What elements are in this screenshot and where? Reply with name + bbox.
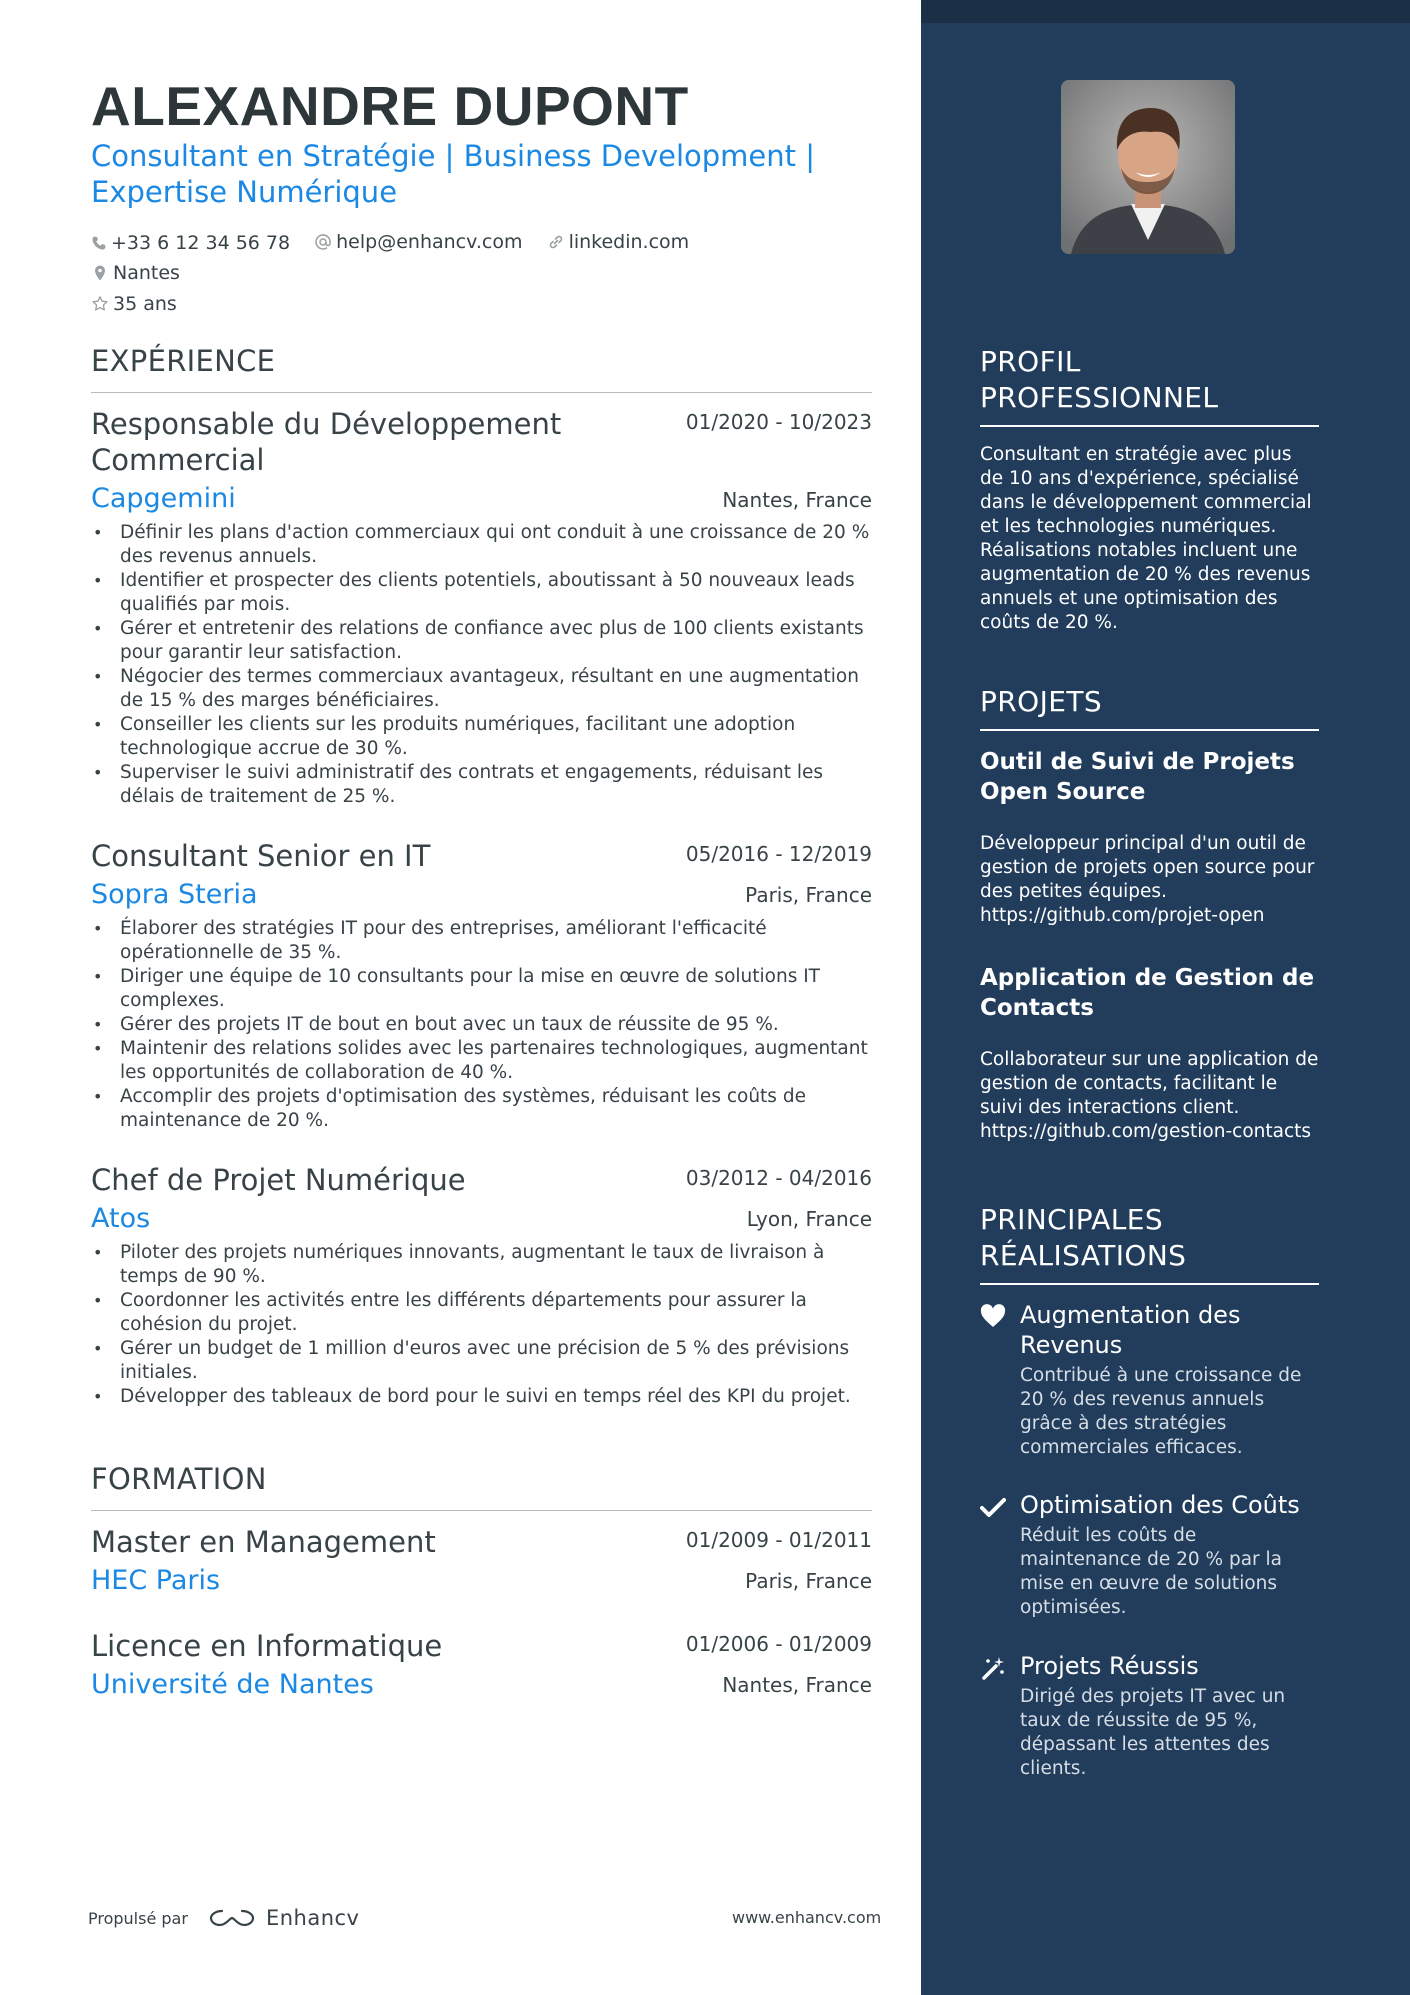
job-dates: 05/2016 - 12/2019 <box>685 842 872 866</box>
job-dates: 01/2020 - 10/2023 <box>685 410 872 434</box>
enhancv-logo-icon <box>208 1905 256 1931</box>
job-bullets <box>91 521 872 809</box>
list-item: • Développer des tableaux de bord pour le suivi en temps réel des KPI du projet. <box>91 1385 872 1409</box>
list-item: • Superviser le suivi administratif des contrats et engagements, réduisant les délais de traitement de 25 %. <box>91 761 872 809</box>
achievement-item <box>980 1300 1319 1460</box>
experience-heading: EXPÉRIENCE <box>91 344 872 378</box>
sidebar-top-bar <box>921 0 1410 23</box>
achievement-item <box>980 1651 1319 1781</box>
list-item: • Définir les plans d'action commerciaux qui ont conduit à une croissance de 20 % des revenus annuels. <box>91 521 872 569</box>
experience-entry <box>91 406 872 809</box>
list-item: • Élaborer des stratégies IT pour des entreprises, améliorant l'efficacité opérationnelle de 35 %. <box>91 917 872 965</box>
footer-branding <box>88 1905 359 1931</box>
achievement-description: Réduit les coûts de maintenance de 20 % par la mise en œuvre de solutions optimisées. <box>1020 1525 1283 1618</box>
location-pin-icon <box>91 264 109 282</box>
linkedin-text: linkedin.com <box>568 231 690 253</box>
company-name[interactable]: Sopra Steria <box>91 879 258 910</box>
check-icon <box>980 1494 1006 1520</box>
project-link[interactable]: https://github.com/projet-open <box>980 905 1265 926</box>
achievements-heading: PRINCIPALES RÉALISATIONS <box>980 1202 1319 1274</box>
job-location: Lyon, France <box>746 1207 872 1231</box>
achievement-title: Projets Réussis <box>1020 1652 1199 1680</box>
company-name[interactable]: Capgemini <box>91 483 236 514</box>
job-bullets <box>91 1241 872 1409</box>
list-item: • Diriger une équipe de 10 consultants pour la mise en œuvre de solutions IT complexes. <box>91 965 872 1013</box>
project-description: Collaborateur sur une application de gestion de contacts, facilitant le suivi des interactions client. https://github.com/gestion-contacts <box>980 1049 1319 1142</box>
list-item: • Conseiller les clients sur les produits numériques, facilitant une adoption technologique accrue de 30 %. <box>91 713 872 761</box>
project-link[interactable]: https://github.com/gestion-contacts <box>980 1121 1312 1142</box>
job-location: Nantes, France <box>722 488 872 512</box>
job-location: Paris, France <box>745 883 872 907</box>
job-title: Consultant Senior en IT <box>91 839 431 873</box>
powered-by-label: Propulsé par <box>88 1908 188 1928</box>
achievement-description: Contribué à une croissance de 20 % des revenus annuels grâce à des stratégies commerciales efficaces. <box>1020 1365 1302 1458</box>
age-contact <box>91 290 177 318</box>
job-title: Chef de Projet Numérique <box>91 1163 466 1197</box>
project-title: Outil de Suivi de Projets Open Source <box>980 749 1295 805</box>
job-title: Responsable du Développement Commercial <box>91 407 562 477</box>
education-dates: 01/2009 - 01/2011 <box>685 1528 872 1552</box>
email-text: help@enhancv.com <box>336 231 523 253</box>
profile-photo <box>1061 80 1235 254</box>
linkedin-contact[interactable] <box>547 228 690 256</box>
company-name[interactable]: Atos <box>91 1203 151 1234</box>
degree-title: Licence en Informatique <box>91 1629 443 1663</box>
project-description: Développeur principal d'un outil de gestion de projets open source pour des petites équipes. https://github.com/projet-open <box>980 833 1315 926</box>
list-item: • Coordonner les activités entre les différents départements pour assurer la cohésion du projet. <box>91 1289 872 1337</box>
school-name[interactable]: HEC Paris <box>91 1565 221 1596</box>
project-title: Application de Gestion de Contacts <box>980 965 1315 1021</box>
profile-summary: Consultant en stratégie avec plus de 10 ans d'expérience, spécialisé dans le développement commercial et les technologies numériques. Réalisations notables incluent une augmentation de 20 % des revenus annuels et une optimisation des coûts de 20 %. <box>980 444 1312 633</box>
list-item: • Négocier des termes commerciaux avantageux, résultant en une augmentation de 15 % des marges bénéficiaires. <box>91 665 872 713</box>
list-item: • Gérer des projets IT de bout en bout avec un taux de réussite de 95 %. <box>91 1013 872 1037</box>
email-contact[interactable] <box>314 228 522 256</box>
age-text: 35 ans <box>113 293 177 315</box>
list-item: • Gérer un budget de 1 million d'euros avec une précision de 5 % des prévisions initiales. <box>91 1337 872 1385</box>
location-text: Nantes <box>113 262 180 284</box>
magic-wand-icon <box>980 1655 1006 1681</box>
phone-text: +33 6 12 34 56 78 <box>111 232 291 254</box>
location-contact <box>91 259 180 287</box>
at-icon <box>314 233 332 251</box>
list-item: • Gérer et entretenir des relations de confiance avec plus de 100 clients existants pour garantir leur satisfaction. <box>91 617 872 665</box>
candidate-title: Consultant en Stratégie | Business Development | Expertise Numérique <box>91 139 815 209</box>
heart-icon <box>980 1304 1006 1330</box>
degree-title: Master en Management <box>91 1525 436 1559</box>
job-bullets <box>91 917 872 1133</box>
education-location: Nantes, France <box>722 1673 872 1697</box>
brand-name[interactable]: Enhancv <box>265 1906 360 1930</box>
list-item: • Identifier et prospecter des clients potentiels, aboutissant à 50 nouveaux leads qualifiés par mois. <box>91 569 872 617</box>
candidate-name: ALEXANDRE DUPONT <box>91 75 689 137</box>
list-item: • Maintenir des relations solides avec les partenaires technologiques, augmentant les opportunités de collaboration de 40 %. <box>91 1037 872 1085</box>
footer-website[interactable]: www.enhancv.com <box>732 1908 882 1927</box>
achievement-item <box>980 1490 1319 1620</box>
achievement-description: Dirigé des projets IT avec un taux de réussite de 95 %, dépassant les attentes des clients. <box>1020 1686 1286 1779</box>
achievement-title: Optimisation des Coûts <box>1020 1491 1300 1519</box>
projects-heading: PROJETS <box>980 684 1319 720</box>
education-dates: 01/2006 - 01/2009 <box>685 1632 872 1656</box>
education-location: Paris, France <box>745 1569 872 1593</box>
contact-info <box>91 228 811 321</box>
experience-entry <box>91 1162 872 1409</box>
education-entry <box>91 1524 872 1599</box>
link-icon <box>547 233 565 251</box>
star-icon <box>91 295 109 313</box>
education-entry <box>91 1628 872 1703</box>
profile-heading: PROFIL PROFESSIONNEL <box>980 344 1319 416</box>
school-name[interactable]: Université de Nantes <box>91 1669 374 1700</box>
experience-entry <box>91 838 872 1133</box>
list-item: • Piloter des projets numériques innovants, augmentant le taux de livraison à temps de 90 %. <box>91 1241 872 1289</box>
phone-icon <box>91 235 107 251</box>
job-dates: 03/2012 - 04/2016 <box>685 1166 872 1190</box>
education-heading: FORMATION <box>91 1462 872 1496</box>
list-item: • Accomplir des projets d'optimisation des systèmes, réduisant les coûts de maintenance de 20 %. <box>91 1085 872 1133</box>
phone-contact[interactable] <box>91 229 290 257</box>
achievement-title: Augmentation des Revenus <box>1020 1301 1241 1359</box>
